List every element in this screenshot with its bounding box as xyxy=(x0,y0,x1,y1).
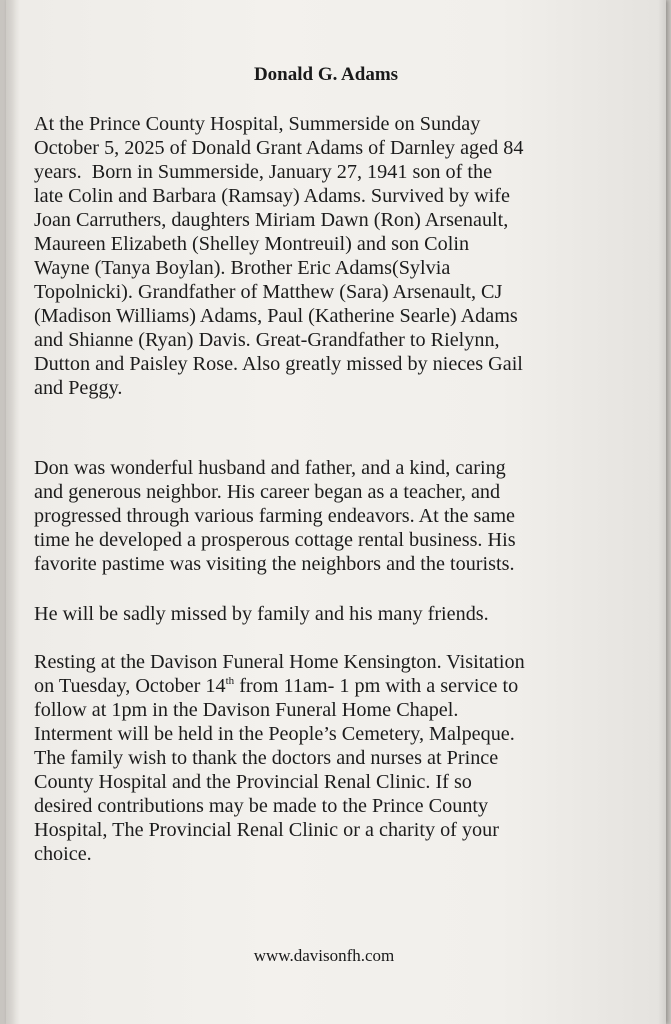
funeral-home-website: www.davisonfh.com xyxy=(253,946,395,965)
obituary-page xyxy=(6,0,666,1024)
text-line: October 5, 2025 of Donald Grant Adams of Darnley aged 84 xyxy=(34,137,524,159)
text-line: progressed through various farming endeavors. At the same xyxy=(34,505,516,527)
ordinal-suffix: th xyxy=(225,675,235,687)
text-line: Hospital, The Provincial Renal Clinic or a charity of your xyxy=(34,819,499,841)
text-line: late Colin and Barbara (Ramsay) Adams. Survived by wife xyxy=(34,185,510,207)
text-line: years. Born in Summerside, January 27, 1941 son of the xyxy=(34,161,493,183)
text-line: and Shianne (Ryan) Davis. Great-Grandfather to Rielynn, xyxy=(34,329,500,351)
text-line: He will be sadly missed by family and his many friends. xyxy=(34,603,489,625)
paragraph-death-notice xyxy=(34,112,624,400)
page-left-edge-shadow xyxy=(6,0,20,1024)
text-line: choice. xyxy=(34,843,92,865)
text-line: follow at 1pm in the Davison Funeral Home Chapel. xyxy=(34,699,459,721)
page-fold-shadow xyxy=(658,0,666,1024)
text-line: time he developed a prosperous cottage rental business. His xyxy=(34,529,516,551)
text-line: desired contributions may be made to the Prince County xyxy=(34,795,489,817)
text-line: favorite pastime was visiting the neighbors and the tourists. xyxy=(34,553,515,575)
text-line: Maureen Elizabeth (Shelley Montreuil) and son Colin xyxy=(34,233,470,255)
obituary-title: Donald G. Adams xyxy=(253,64,399,85)
text-line: Don was wonderful husband and father, and a kind, caring xyxy=(34,457,506,479)
paragraph-arrangements xyxy=(34,650,624,866)
text-line: and generous neighbor. His career began as a teacher, and xyxy=(34,481,501,503)
text-line: Resting at the Davison Funeral Home Kensington. Visitation xyxy=(34,651,525,673)
text-line: The family wish to thank the doctors and nurses at Prince xyxy=(34,747,499,769)
text-line: Topolnicki). Grandfather of Matthew (Sara) Arsenault, CJ xyxy=(34,281,503,303)
text-line: and Peggy. xyxy=(34,377,123,399)
text-line: Interment will be held in the People’s Cemetery, Malpeque. xyxy=(34,723,515,745)
text-line: (Madison Williams) Adams, Paul (Katherine Searle) Adams xyxy=(34,305,518,327)
text-line: Dutton and Paisley Rose. Also greatly missed by nieces Gail xyxy=(34,353,523,375)
text-line: Wayne (Tanya Boylan). Brother Eric Adams(Sylvia xyxy=(34,257,451,279)
paragraph-missed xyxy=(34,602,624,626)
text-line: County Hospital and the Provincial Renal Clinic. If so xyxy=(34,771,472,793)
text-line-with-date xyxy=(34,674,624,698)
time-text: from 11am- 1 pm with a service to xyxy=(234,675,519,697)
text-line: At the Prince County Hospital, Summerside on Sunday xyxy=(34,113,481,135)
text-line: Joan Carruthers, daughters Miriam Dawn (Ron) Arsenault, xyxy=(34,209,509,231)
paragraph-tribute xyxy=(34,456,624,576)
date-text: on Tuesday, October 14 xyxy=(34,675,226,697)
